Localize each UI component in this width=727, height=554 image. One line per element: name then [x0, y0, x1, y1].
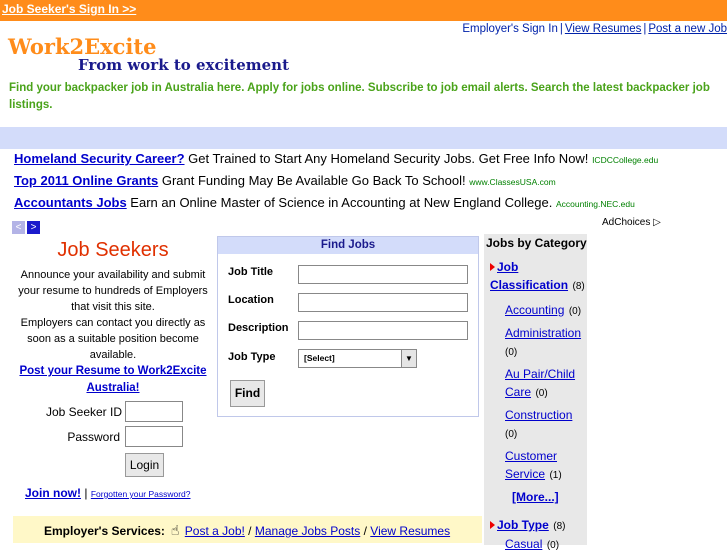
ad-next-button[interactable]: > [27, 221, 40, 234]
view-resumes-link[interactable]: View Resumes [564, 23, 642, 35]
ad-url[interactable]: Accounting.NEC.edu [555, 199, 635, 209]
category-item [486, 365, 587, 402]
employer-services-label: Employer's Services: [44, 524, 165, 538]
category-group [486, 516, 587, 535]
seeker-id-label: Job Seeker ID [45, 405, 122, 419]
location-input[interactable] [298, 293, 468, 312]
post-job-link[interactable]: Post a new Job [648, 23, 727, 35]
separator: | [559, 23, 563, 35]
ad-prev-button[interactable]: < [12, 221, 25, 234]
seeker-id-input[interactable] [125, 401, 183, 422]
category-link-au-pair[interactable]: Au Pair/Child Care [505, 367, 576, 399]
description-input[interactable] [298, 321, 468, 340]
employer-signin-link[interactable]: Employer's Sign In [462, 23, 558, 35]
location-label: Location [228, 294, 274, 306]
description-label: Description [228, 322, 289, 334]
job-seeker-signin-link[interactable]: Job Seeker's Sign In >> [2, 2, 137, 16]
separator: / [360, 524, 371, 538]
chevron-down-icon: ▼ [401, 350, 416, 367]
category-item [486, 406, 587, 443]
nav-bar [0, 127, 727, 149]
category-item [486, 324, 587, 361]
forgot-password-link[interactable]: Forgotten your Password? [90, 489, 191, 499]
password-row [10, 426, 120, 448]
post-a-job-link[interactable]: Post a Job! [184, 524, 245, 538]
job-classification-link[interactable]: Job Classification [490, 260, 569, 292]
login-button[interactable]: Login [125, 453, 164, 477]
ad-item[interactable] [14, 173, 714, 195]
category-item [486, 488, 587, 506]
separator: | [643, 23, 647, 35]
triangle-right-icon [490, 263, 495, 271]
category-count: (0) [568, 306, 582, 317]
ad-url[interactable]: www.ClassesUSA.com [469, 177, 556, 187]
ad-description: Grant Funding May Be Available Go Back To School! [158, 173, 466, 188]
category-link-administration[interactable]: Administration [505, 326, 582, 340]
category-link-customer-service[interactable]: Customer Service [505, 449, 558, 481]
employer-view-resumes-link[interactable]: View Resumes [370, 524, 451, 538]
hand-pointer-icon: ☝ [170, 522, 180, 538]
category-count: (0) [535, 388, 548, 399]
find-button[interactable]: Find [230, 380, 265, 407]
job-type-selected: [Select] [304, 353, 335, 363]
category-count: (0) [546, 540, 560, 551]
triangle-right-icon [490, 521, 495, 529]
category-link-construction[interactable]: Construction [505, 408, 573, 422]
top-bar [0, 0, 727, 21]
ad-item[interactable] [14, 195, 714, 217]
ad-title[interactable]: Homeland Security Career? [14, 151, 185, 166]
find-jobs-panel [217, 236, 479, 417]
seekers-text: Announce your availability and submit your resume to hundreds of Employers that visit this site. [18, 269, 208, 313]
category-group [486, 258, 587, 295]
job-type-select[interactable] [298, 349, 417, 368]
adchoices-link[interactable]: AdChoices ▷ [602, 217, 661, 228]
site-logo[interactable]: Work2Excite [8, 34, 157, 59]
password-input[interactable] [125, 426, 183, 447]
post-resume-link[interactable]: Post your Resume to Work2Excite Australia! [19, 365, 207, 394]
site-tagline: From work to excitement [78, 56, 290, 74]
seekers-text: Employers can contact you directly as soon as a suitable position become available. [20, 317, 206, 361]
job-title-input[interactable] [298, 265, 468, 284]
ad-description: Earn an Online Master of Science in Accounting at New England College. [126, 195, 553, 210]
category-item [486, 447, 587, 484]
job-type-label: Job Type [228, 351, 276, 363]
ad-nav [12, 217, 42, 235]
category-link-casual[interactable]: Casual [505, 537, 543, 551]
category-item [486, 535, 587, 554]
manage-jobs-link[interactable]: Manage Jobs Posts [254, 524, 361, 538]
ad-title[interactable]: Top 2011 Online Grants [14, 173, 159, 188]
job-seekers-heading: Job Seekers [57, 239, 169, 261]
join-row [25, 486, 191, 500]
category-count: (0) [505, 429, 518, 440]
ad-url[interactable]: ICDCCollege.edu [592, 155, 659, 165]
top-links [462, 23, 727, 35]
category-count: (8) [553, 521, 566, 532]
job-seekers-panel [10, 239, 216, 397]
employer-services-bar [13, 516, 482, 543]
ad-list [14, 151, 714, 217]
job-type-link[interactable]: Job Type [497, 518, 549, 532]
ad-description: Get Trained to Start Any Homeland Security Jobs. Get Free Info Now! [184, 151, 589, 166]
find-jobs-header: Find Jobs [218, 237, 478, 254]
ad-item[interactable] [14, 151, 714, 173]
more-categories-link[interactable]: [More...] [512, 490, 559, 504]
seeker-id-row [10, 401, 122, 423]
intro-text: Find your backpacker job in Australia here. Apply for jobs online. Subscribe to job email alerts. Search the latest backpacker job listings. [9, 82, 710, 111]
separator: / [244, 524, 255, 538]
category-item [486, 301, 587, 320]
category-count: (1) [549, 470, 562, 481]
ad-title[interactable]: Accountants Jobs [14, 195, 127, 210]
categories-panel [484, 234, 587, 551]
password-label: Password [67, 430, 120, 444]
separator: | [84, 486, 88, 500]
categories-header: Jobs by Category [486, 236, 587, 250]
job-title-label: Job Title [228, 266, 274, 278]
category-count: (8) [572, 281, 585, 292]
category-count: (0) [505, 347, 518, 358]
category-link-accounting[interactable]: Accounting [505, 303, 565, 317]
join-now-link[interactable]: Join now! [25, 486, 81, 500]
